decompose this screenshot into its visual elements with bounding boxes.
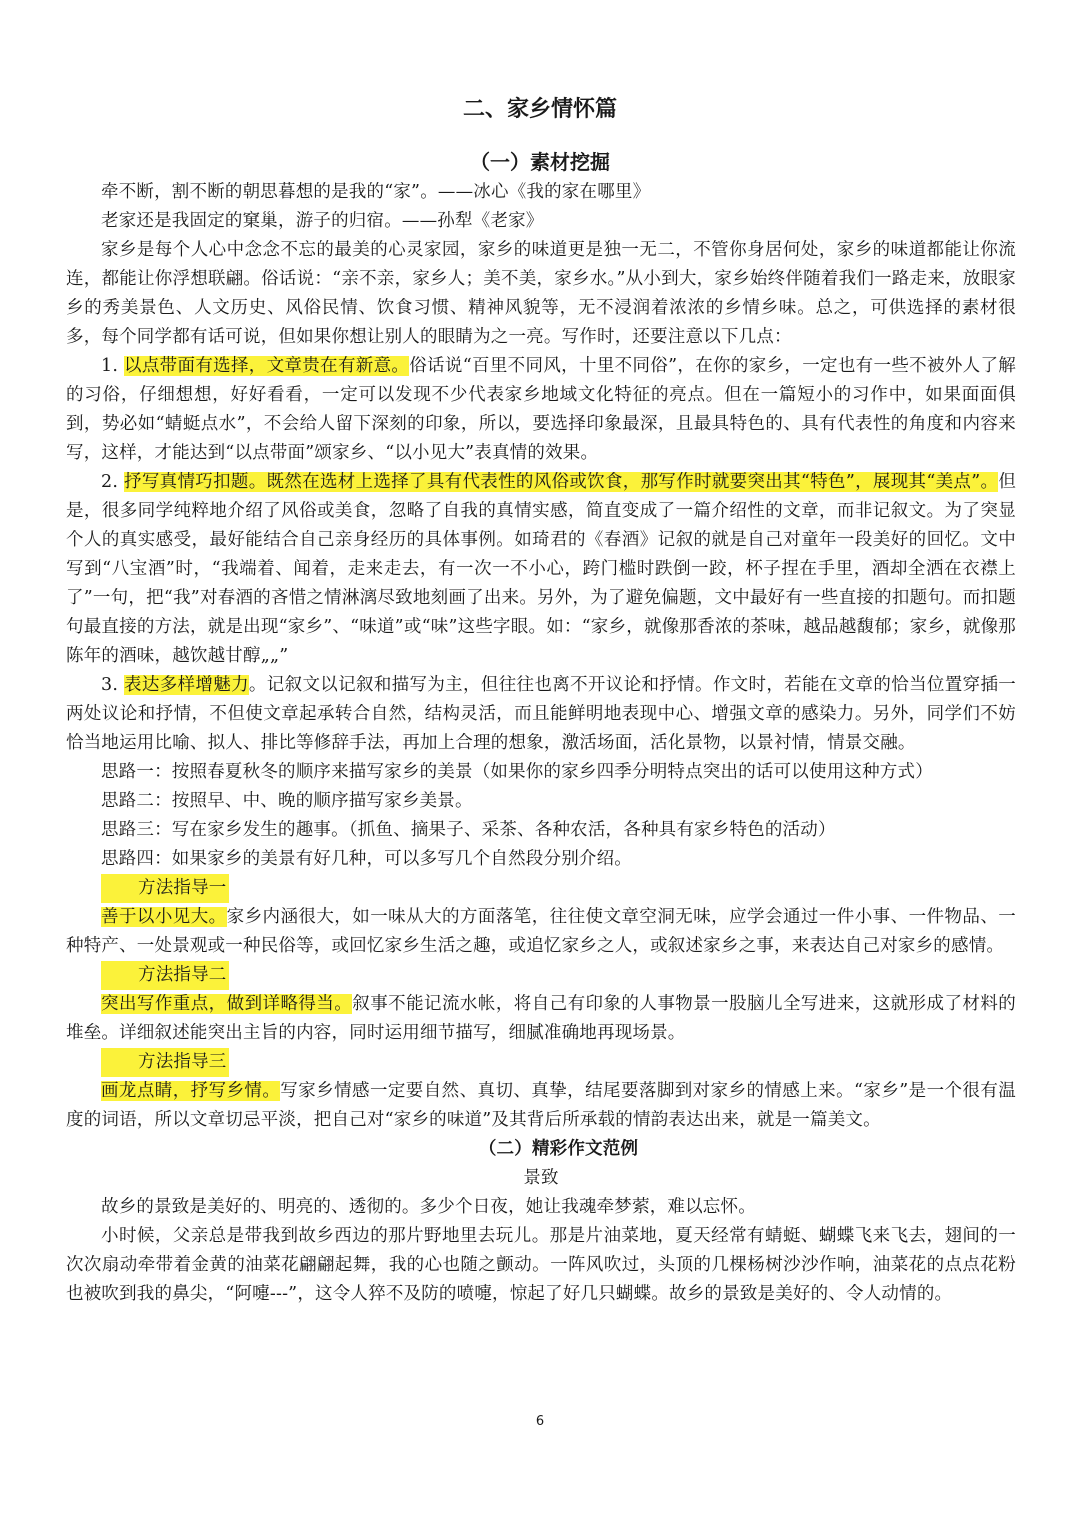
page-title: 二、家乡情怀篇 [462,97,617,122]
method-label-line [66,1048,1016,1077]
method-label-line [66,961,1016,990]
idea-line: 思路一：按照春夏秋冬的顺序来描写家乡的美景（如果你的家乡四季分明特点突出的话可以使用这种方式） [101,762,933,782]
method-text: 写家乡情感一定要自然、真切、真挚，结尾要落脚到对家乡的情感上来。“家乡”是一个很有温度的词语，所以文章切忌平淡，把自己对“家乡的味道”及其背后所承载的情韵表达出来，就是一篇美文。 [66,1081,1016,1130]
highlighted-text: 突出写作重点，做到详略得当。 [101,994,353,1014]
method-label-line [66,874,1016,903]
point-text: 。记叙文以记叙和描写为主，但往往也离不开议论和抒情。作文时，若能在文章的恰当位置穿插一两处议论和抒情，不但使文章起承转合自然，结构灵活，而且能鲜明地表现中心、增强文章的感染力。另外，同学们不妨恰当地运用比喻、拟人、排比等修辞手法，再加上合理的想象，激活场面，活化景物，以景衬情，情景交融。 [66,675,1016,753]
method-label: 方法指导二 [101,961,229,990]
method-paragraph [66,990,1016,1048]
page-number: 6 [535,1414,545,1429]
method-paragraph [66,903,1016,961]
section-title-material: （一）素材挖掘 [470,150,610,174]
essay-title: 景致 [523,1168,559,1188]
essay-paragraph: 小时候，父亲总是带我到故乡西边的那片野地里去玩儿。那是片油菜地，夏天经常有蜻蜓、蝴蝶飞来飞去，翅间的一次次扇动牵带着金黄的油菜花翩翩起舞，我的心也随之颤动。一阵风吹过，头顶的几棵杨树沙沙作响，油菜花的点点花粉也被吹到我的鼻尖，“阿嚏---”，这令人猝不及防的喷嚏，惊起了好几只蝴蝶。故乡的景致是美好的、令人动情的。 [66,1226,1016,1304]
method-label: 方法指导一 [101,874,229,903]
point-paragraph [66,352,1016,468]
idea-line: 思路四：如果家乡的美景有好几种，可以多写几个自然段分别介绍。 [101,849,632,869]
quote-paragraph: 牵不断，割不断的朝思暮想的是我的“家”。——冰心《我的家在哪里》 [101,182,651,202]
highlighted-text: 善于以小见大。 [101,907,227,927]
essay-paragraph: 故乡的景致是美好的、明亮的、透彻的。多少个日夜，她让我魂牵梦萦，难以忘怀。 [101,1197,756,1217]
point-paragraph [66,468,1016,671]
method-text: 家乡内涵很大，如一味从大的方面落笔，往往使文章空洞无味，应学会通过一件小事、一件物品、一种特产、一处景观或一种民俗等，或回忆家乡生活之趣，或追忆家乡之人，或叙述家乡之事，来表达自己对家乡的感情。 [66,907,1016,956]
point-number: 3. [101,675,119,695]
document-body [66,178,1016,1309]
method-label: 方法指导三 [101,1048,229,1077]
highlighted-text: 以点带面有选择，文章贵在有新意。 [124,356,410,376]
method-paragraph [66,1077,1016,1135]
highlighted-text: 画龙点睛，抒写乡情。 [101,1081,281,1101]
method-text: 叙事不能记流水帐，将自己有印象的人事物景一股脑儿全写进来，这就形成了材料的堆垒。详细叙述能突出主旨的内容，同时运用细节描写，细腻准确地再现场景。 [66,994,1016,1043]
point-number: 1. [101,356,119,376]
point-number: 2. [101,472,119,492]
highlighted-text: 抒写真情巧扣题。既然在选材上选择了具有代表性的风俗或饮食，那写作时就要突出其“特色”，展现其“美点”。 [124,472,999,492]
quote-paragraph: 老家还是我固定的窠巢，游子的归宿。——孙犁《老家》 [101,211,544,231]
section-title-examples: （二）精彩作文范例 [478,1139,639,1159]
point-text: 俗话说“百里不同风，十里不同俗”，在你的家乡，一定也有一些不被外人了解的习俗，仔细想想，好好看看，一定可以发现不少代表家乡地域文化特征的亮点。但在一篇短小的习作中，如果面面俱到，势必如“蜻蜓点水”，不会给人留下深刻的印象，所以，要选择印象最深，且最具特色的、具有代表性的角度和内容来写，这样，才能达到“以点带面”颂家乡、“以小见大”表真情的效果。 [66,356,1017,463]
point-paragraph [66,671,1016,758]
point-text: 但是，很多同学纯粹地介绍了风俗或美食，忽略了自我的真情实感，简直变成了一篇介绍性的文章，而非记叙文。为了突显个人的真实感受，最好能结合自己亲身经历的具体事例。如琦君的《春酒》记叙的就是自己对童年一段美好的回忆。文中写到“八宝酒”时，“我端着、闻着，走来走去，有一次一不小心，跨门槛时跌倒一跤，杯子捏在手里，酒却全洒在衣襟上了”一句，把“我”对春酒的吝惜之情淋漓尽致地刻画了出来。另外，为了避免偏题，文中最好有一些直接的扣题句。而扣题句最直接的方法，就是出现“家乡”、“味道”或“味”这些字眼。如：“家乡，就像那香浓的茶味，越品越馥郁；家乡，就像那陈年的酒味，越饮越甘醇„„” [66,472,1017,666]
intro-paragraph: 家乡是每个人心中念念不忘的最美的心灵家园，家乡的味道更是独一无二，不管你身居何处，家乡的味道都能让你流连，都能让你浮想联翩。俗话说：“亲不亲，家乡人；美不美，家乡水。”从小到大，家乡始终伴随着我们一路走来，放眼家乡的秀美景色、人文历史、风俗民情、饮食习惯、精神风貌等，无不浸润着浓浓的乡情乡味。总之，可供选择的素材很多，每个同学都有话可说，但如果你想让别人的眼睛为之一亮。写作时，还要注意以下几点： [66,240,1016,347]
idea-line: 思路二：按照早、中、晚的顺序描写家乡美景。 [101,791,473,811]
highlighted-text: 表达多样增魅力 [124,675,249,695]
idea-line: 思路三：写在家乡发生的趣事。（抓鱼、摘果子、采茶、各种农活，各种具有家乡特色的活动） [101,820,836,840]
